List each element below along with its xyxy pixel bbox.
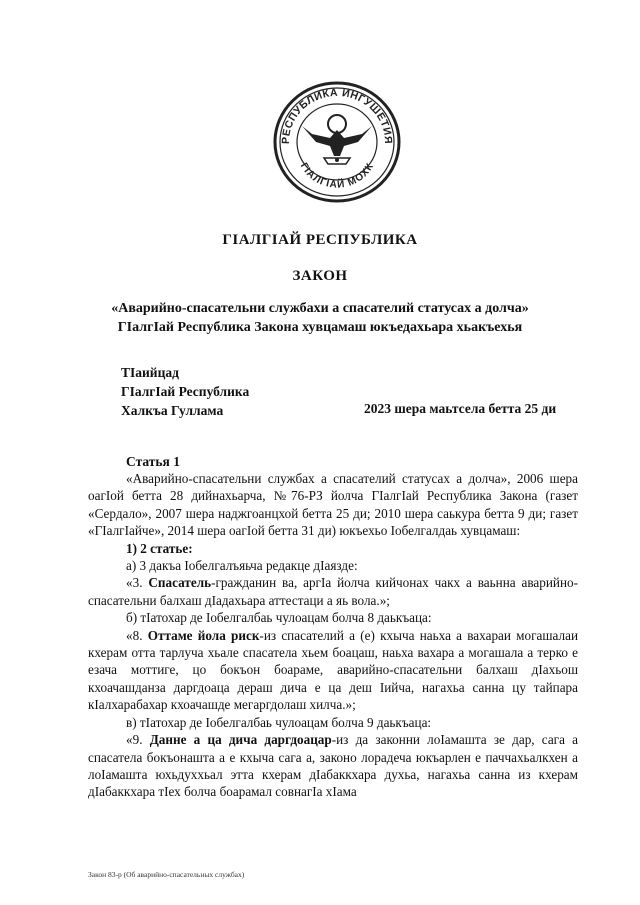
clause-8-number: «8.	[126, 627, 148, 643]
adopted-block	[121, 363, 249, 420]
adoption-date: 2023 шера маьтсела бетта 25 ди	[364, 401, 557, 416]
law-title-line-1: «Аварийно-спасательни службахи а спасателий статусах а долча»	[111, 301, 529, 316]
adopted-line-2: ГIалгIай Республика	[121, 384, 250, 399]
article-clause-9	[88, 731, 578, 801]
adopted-line-3: Халкъа Гуллама	[121, 403, 224, 418]
coat-of-arms-seal	[272, 80, 402, 204]
article-paragraph-intro: «Аварийно-спасательни службах а спасателий статусах а долча», 2006 шера оагIой бетта 28 дийнахьарча, №76-РЗ йолча ГIалгIай Республика Закона (газет «Сердало», 2007 шера наджгоанцхой бетта 25 ди; 2010 шера саькура бетта 9 ди; газет «ГIалгIайче», 2014 шера оагIой бетта 31 ди) юкъехьо Iобелгалдаь хувцамаш:	[88, 471, 578, 539]
eagle-emblem-icon	[302, 115, 372, 164]
adopted-line-1: ТIаийцад	[121, 365, 179, 380]
clause-9-term: Данне а ца дича даргдоацар	[149, 732, 332, 748]
article-subitem-a: а) 3 дакъа Iобелгалъяьча редакце дIаязде:	[126, 558, 358, 574]
clause-8-term: Оттаме йола риск	[147, 627, 260, 643]
article-clause-8	[88, 627, 578, 714]
article-subitem-b: б) тIатохар де Iобелгалбаь чулоацам болча 8 даькъаца:	[126, 610, 432, 626]
article-body	[88, 470, 578, 801]
clause-3-text: -гражданин ва, аргIа йолча кийчонах чакх а ваьнна аварийно-спасательни балхаш дIадахьара аттестаци а яь вола.»;	[88, 575, 579, 608]
document-type-heading: ЗАКОН	[292, 268, 348, 284]
article-item-1: 1) 2 статье:	[126, 540, 193, 556]
page-footer: Закон 83-р (Об аварийно-спасательных службах)	[88, 870, 245, 879]
clause-9-text: -из да законни лоIамашта зе дар, сага а спасатела бокъонашта а е кхыча сага а, законо лорадеча юкъарлен е паччахьалкхен а лоIамашта юхьдуххьал этта кхерам дIабаккхара духьа, нагахьа санна из кхерам дIабаккхара тIех болча боарамал совнагIа хIама	[88, 732, 579, 800]
clause-9-number: «9.	[126, 732, 150, 748]
seal-bottom-text: ГIАЛГIАЙ МОХК	[297, 161, 377, 191]
article-title: Статья 1	[126, 454, 180, 469]
seal-ring-text: РЕСПУБЛИКА ИНГУШЕТИЯ	[279, 86, 395, 145]
article-clause-3	[88, 574, 578, 609]
clause-8-text: -из спасателий а (е) кхыча наьха а вахараи могашалаи кхерам отта тарлуча хьале спасатела хьем боацаш, наьха вахара а могашала а терко е езача моттиге, цо бокъон боараме, аварийно-спасательни балхаш дIахьош кхоачашданза даргдоаца дераш дича е ца деш Iийча, нагахьа санна цу тайпара кIалхарабахар кхоачашде мегаргдолаш хилча.»;	[88, 627, 579, 713]
clause-3-term: Спасатель	[148, 575, 212, 591]
law-title-line-2: ГIалгIай Республика Закона хувцамаш юкъедахьара хьакъехья	[117, 320, 523, 335]
republic-heading: ГIАЛГIАЙ РЕСПУБЛИКА	[222, 232, 418, 248]
article-subitem-v: в) тIатохар де Iобелгалбаь чулоацам болча 9 даькъаца:	[126, 714, 432, 730]
clause-3-number: «3.	[126, 575, 149, 591]
